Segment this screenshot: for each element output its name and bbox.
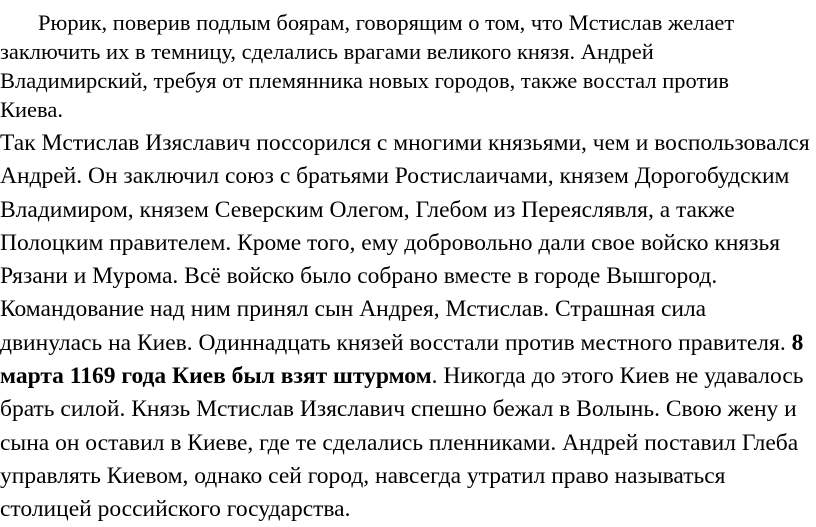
paragraph-1	[0, 8, 800, 124]
paragraph-2-line: Владимиром, князем Северским Олегом, Глебом из Переяслявля, а также	[0, 196, 735, 223]
paragraph-2-line: Командование над ним принял сын Андрея, Мстислав. Страшная сила	[0, 296, 707, 323]
paragraph-2-line: столицей российского государства.	[0, 496, 351, 523]
paragraph-2-line: Андрей. Он заключил союз с братьями Ростислаичами, князем Дорогобудским	[0, 163, 790, 190]
paragraph-2-line	[0, 360, 812, 393]
paragraph-2-line: сына он оставил в Киеве, где те сделались пленниками. Андрей поставил Глеба	[0, 429, 799, 456]
line-text: . Никогда до этого Киев не удавалось	[431, 363, 804, 390]
date-emphasis: марта 1169 года Киев был взят штурмом	[0, 363, 432, 390]
paragraph-1-line: Владимирский, требуя от племянника новых городов, также восстал против	[0, 68, 729, 93]
paragraph-2-line: Рязани и Мурома. Всё войско было собрано вместе в городе Вышгород.	[0, 263, 718, 290]
paragraph-1-line: Рюрик, поверив подлым боярам, говорящим о том, что Мстислав желает	[38, 10, 735, 35]
line-text: двинулась на Киев. Одиннадцать князей восстали против местного правителя.	[0, 329, 792, 356]
paragraph-1-line: заключить их в темницу, сделались врагами великого князя. Андрей	[0, 39, 654, 64]
date-emphasis: 8	[791, 329, 804, 356]
paragraph-2-line: Так Мстислав Изяславич поссорился с многими князьями, чем и воспользовался	[0, 130, 810, 156]
paragraph-2	[0, 127, 812, 527]
paragraph-1-line: Киева.	[0, 97, 63, 122]
paragraph-2-line: брать силой. Князь Мстислав Изяславич спешно бежал в Волынь. Свою жену и	[0, 396, 797, 423]
paragraph-2-line	[0, 327, 812, 360]
paragraph-2-line: Полоцким правителем. Кроме того, ему добровольно дали свое войско князья	[0, 229, 781, 256]
paragraph-2-line: управлять Киевом, однако сей город, навсегда утратил право называться	[0, 462, 726, 489]
